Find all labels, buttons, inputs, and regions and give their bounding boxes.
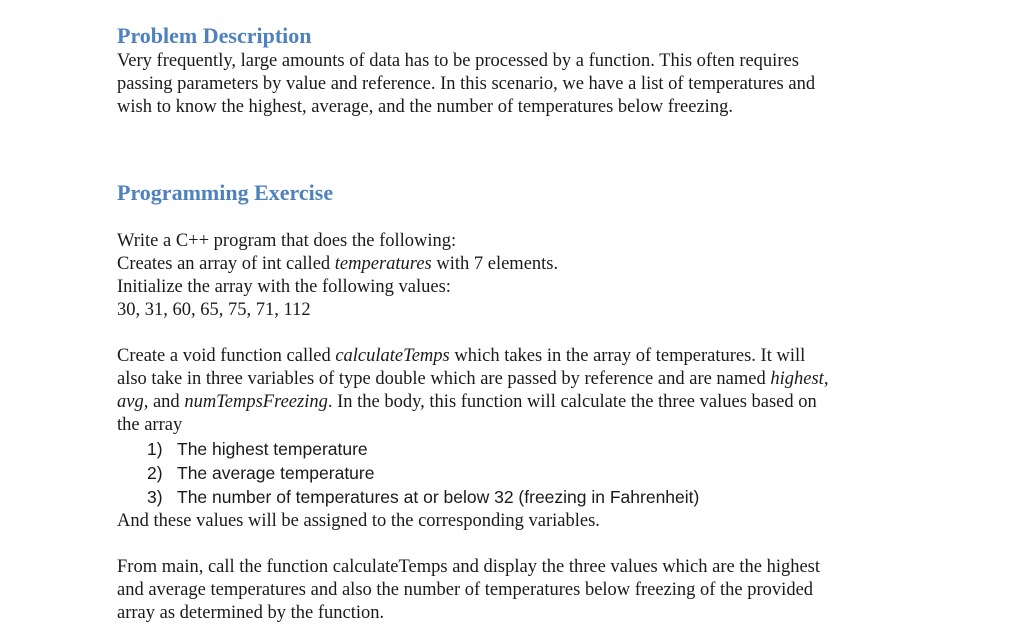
function-line: the array xyxy=(117,415,183,435)
function-text: which takes in the array of temperatures. It will xyxy=(449,346,806,366)
function-text: . In the body, this function will calculate the three values based on xyxy=(327,392,817,412)
after-list-line: And these values will be assigned to the corresponding variables. xyxy=(117,511,600,531)
main-instructions xyxy=(117,556,892,625)
main-line: From main, call the function calculateTemps and display the three values which are the highest xyxy=(117,557,821,577)
intro-line: Write a C++ program that does the following: xyxy=(117,231,457,251)
after-list-text xyxy=(117,510,892,533)
problem-description-heading: Problem Description xyxy=(117,23,312,48)
param-avg: avg, xyxy=(117,392,149,412)
list-number: 3) xyxy=(147,487,163,507)
problem-line: wish to know the highest, average, and the number of temperatures below freezing. xyxy=(117,97,733,117)
function-description xyxy=(117,345,892,437)
numbered-list xyxy=(147,437,699,509)
list-number: 1) xyxy=(147,439,163,459)
list-item xyxy=(147,461,699,485)
function-name: calculateTemps xyxy=(335,346,450,366)
list-text: The average temperature xyxy=(177,463,375,483)
function-text: also take in three variables of type double which are passed by reference and are named xyxy=(117,369,771,389)
param-highest: highest, xyxy=(770,369,829,389)
programming-exercise-heading: Programming Exercise xyxy=(117,180,334,205)
array-values: 30, 31, 60, 65, 75, 71, 112 xyxy=(117,300,311,320)
list-text: The number of temperatures at or below 32 (freezing in Fahrenheit) xyxy=(177,487,700,507)
function-text: Create a void function called xyxy=(117,346,336,366)
intro-text: Creates an array of int called xyxy=(117,254,335,274)
problem-line: passing parameters by value and reference. In this scenario, we have a list of temperatures and xyxy=(117,74,816,94)
intro-line xyxy=(117,253,892,276)
intro-line: Initialize the array with the following values: xyxy=(117,277,451,297)
list-item xyxy=(147,485,699,509)
main-line: and average temperatures and also the number of temperatures below freezing of the provided xyxy=(117,580,814,600)
main-line: array as determined by the function. xyxy=(117,603,385,623)
param-num-temps-freezing: numTempsFreezing xyxy=(184,392,328,412)
list-item xyxy=(147,437,699,461)
array-name: temperatures xyxy=(334,254,432,274)
intro-text: with 7 elements. xyxy=(431,254,559,274)
function-line xyxy=(117,368,892,391)
list-text: The highest temperature xyxy=(177,439,368,459)
function-text: and xyxy=(148,392,185,412)
list-number: 2) xyxy=(147,463,163,483)
function-line xyxy=(117,345,892,368)
problem-description-text xyxy=(117,50,892,119)
problem-line: Very frequently, large amounts of data has to be processed by a function. This often requires xyxy=(117,51,799,71)
exercise-intro xyxy=(117,230,892,322)
function-line xyxy=(117,391,892,414)
